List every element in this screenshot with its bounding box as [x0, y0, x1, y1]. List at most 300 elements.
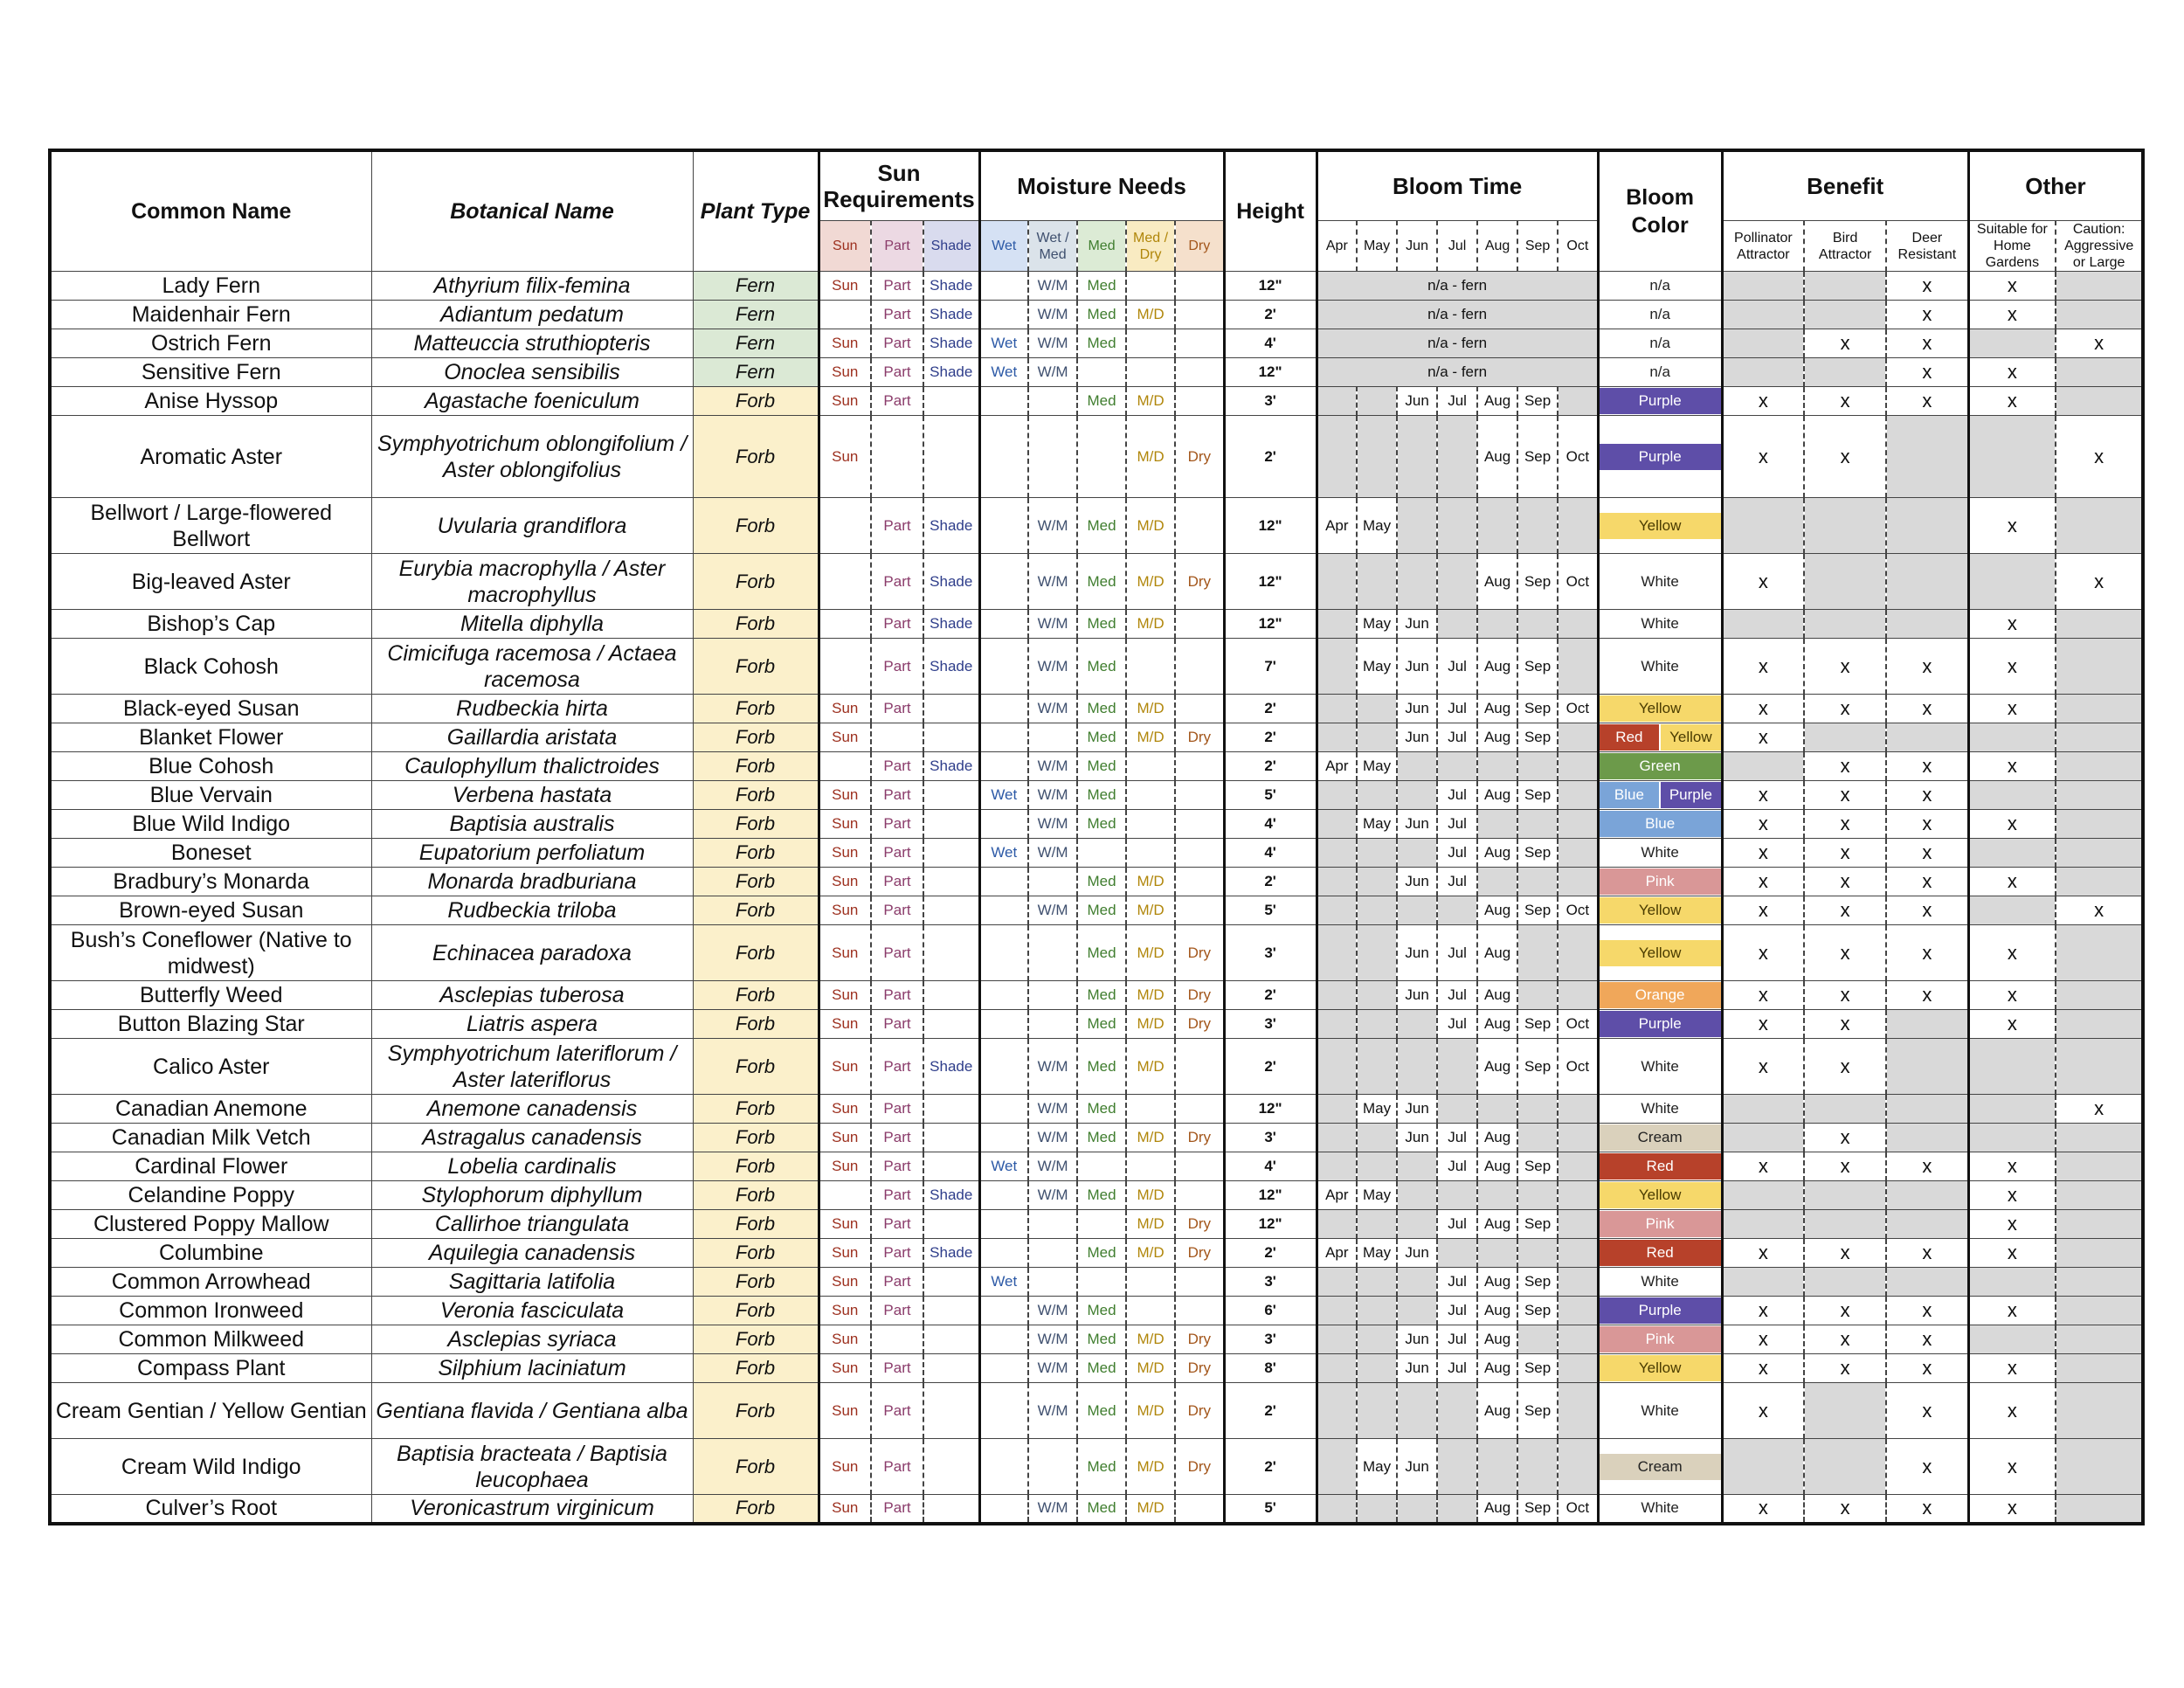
plant-type-cell: Forb	[693, 1325, 819, 1354]
height-cell: 4'	[1224, 1152, 1317, 1181]
bloom-month-cell	[1317, 1152, 1357, 1181]
other-cell	[2056, 610, 2143, 639]
bloom-color-cell	[1598, 639, 1722, 695]
benefit-cell: x	[1722, 925, 1804, 981]
bloom-color-label: Blue	[1600, 811, 1721, 837]
other-cell	[2056, 1297, 2143, 1325]
other-cell: x	[1968, 868, 2056, 896]
moisture-cell: Dry	[1175, 1354, 1224, 1383]
height-cell: 12"	[1224, 554, 1317, 610]
bloom-month-cell	[1477, 1095, 1517, 1124]
bloom-month-cell	[1517, 1439, 1558, 1495]
bloom-month-cell: Aug	[1477, 1268, 1517, 1297]
bloom-month-cell	[1397, 1039, 1437, 1095]
benefit-cell: x	[1886, 1239, 1968, 1268]
bloom-month-cell	[1477, 810, 1517, 839]
bloom-month-cell: Sep	[1517, 1268, 1558, 1297]
sun-cell: Sun	[819, 1239, 871, 1268]
sun-cell: Sun	[819, 695, 871, 723]
height-cell: 2'	[1224, 1239, 1317, 1268]
benefit-cell: x	[1886, 781, 1968, 810]
bloom-color-cell	[1598, 610, 1722, 639]
bloom-month-cell: Aug	[1477, 695, 1517, 723]
bloom-color-swatch	[1600, 1153, 1721, 1180]
plant-type-cell: Fern	[693, 329, 819, 358]
common-name-cell: Columbine	[50, 1239, 371, 1268]
bloom-color-swatch	[1600, 753, 1721, 779]
bloom-month-cell: Sep	[1517, 554, 1558, 610]
sun-cell: Part	[871, 781, 923, 810]
bloom-month-cell: Sep	[1517, 839, 1558, 868]
bloom-color-label: White	[1600, 840, 1721, 866]
bloom-color-cell	[1598, 695, 1722, 723]
other-cell: x	[2056, 554, 2143, 610]
bloom-month-cell	[1517, 1325, 1558, 1354]
botanical-name-cell: Lobelia cardinalis	[371, 1152, 693, 1181]
common-name-cell: Anise Hyssop	[50, 387, 371, 416]
benefit-cell: x	[1886, 868, 1968, 896]
sun-cell: Part	[871, 1210, 923, 1239]
other-cell	[2056, 387, 2143, 416]
moisture-cell	[1077, 1210, 1126, 1239]
moisture-cell	[1175, 1095, 1224, 1124]
botanical-name-cell: Callirhoe triangulata	[371, 1210, 693, 1239]
bloom-color-label: Yellow	[1600, 1182, 1721, 1208]
bloom-color-cell	[1598, 752, 1722, 781]
moisture-cell: W/M	[1028, 1039, 1077, 1095]
moisture-cell: Wet	[979, 329, 1028, 358]
benefit-cell	[1722, 1181, 1804, 1210]
botanical-name-cell: Matteuccia struthiopteris	[371, 329, 693, 358]
moisture-cell	[1175, 1297, 1224, 1325]
moisture-cell	[1126, 839, 1175, 868]
bloom-month-cell	[1477, 1239, 1517, 1268]
bloom-month-cell: Aug	[1477, 639, 1517, 695]
botanical-name-cell: Caulophyllum thalictroides	[371, 752, 693, 781]
benefit-cell: x	[1722, 868, 1804, 896]
bloom-color-label: White	[1600, 611, 1721, 637]
common-name-cell: Maidenhair Fern	[50, 301, 371, 329]
common-name-cell: Canadian Anemone	[50, 1095, 371, 1124]
moisture-cell: Wet	[979, 839, 1028, 868]
common-name-cell: Cream Gentian / Yellow Gentian	[50, 1383, 371, 1439]
sun-cell: Sun	[819, 1495, 871, 1524]
other-cell	[2056, 1268, 2143, 1297]
bloom-month-cell	[1357, 1039, 1397, 1095]
moisture-cell	[979, 1297, 1028, 1325]
bloom-month-cell	[1357, 1010, 1397, 1039]
common-name-cell: Ostrich Fern	[50, 329, 371, 358]
bloom-month-cell	[1317, 416, 1357, 498]
height-cell: 2'	[1224, 752, 1317, 781]
other-cell: x	[1968, 1010, 2056, 1039]
other-cell	[2056, 272, 2143, 301]
botanical-name-cell: Echinacea paradoxa	[371, 925, 693, 981]
bloom-color-cell	[1598, 896, 1722, 925]
sun-cell: Sun	[819, 1325, 871, 1354]
sun-cell: Part	[871, 1268, 923, 1297]
moisture-cell	[1175, 752, 1224, 781]
bloom-month-cell	[1317, 981, 1357, 1010]
table-row	[50, 1325, 2143, 1354]
moisture-cell: M/D	[1126, 1010, 1175, 1039]
bloom-color-cell	[1598, 1439, 1722, 1495]
bloom-month-cell	[1397, 781, 1437, 810]
subheader-bloom-4: Aug	[1477, 221, 1517, 272]
moisture-cell: M/D	[1126, 387, 1175, 416]
other-cell	[1968, 1039, 2056, 1095]
plant-type-cell: Forb	[693, 1239, 819, 1268]
sun-cell: Shade	[923, 329, 979, 358]
other-cell	[1968, 1268, 2056, 1297]
botanical-name-cell: Stylophorum diphyllum	[371, 1181, 693, 1210]
height-cell: 2'	[1224, 723, 1317, 752]
table-row	[50, 752, 2143, 781]
moisture-cell	[1126, 639, 1175, 695]
bloom-month-cell	[1317, 1495, 1357, 1524]
bloom-month-cell	[1558, 868, 1598, 896]
common-name-cell: Common Milkweed	[50, 1325, 371, 1354]
other-cell	[2056, 1152, 2143, 1181]
moisture-cell: W/M	[1028, 781, 1077, 810]
bloom-color-label: Green	[1600, 753, 1721, 779]
bloom-month-cell: Jul	[1437, 1354, 1477, 1383]
sun-cell	[923, 781, 979, 810]
moisture-cell: W/M	[1028, 1297, 1077, 1325]
benefit-cell: x	[1804, 1239, 1886, 1268]
other-cell: x	[1968, 639, 2056, 695]
subheader-benefit-1: Bird Attractor	[1804, 221, 1886, 272]
other-cell: x	[1968, 301, 2056, 329]
plant-type-cell: Forb	[693, 498, 819, 554]
other-cell: x	[2056, 329, 2143, 358]
moisture-cell: W/M	[1028, 329, 1077, 358]
bloom-month-cell: May	[1357, 639, 1397, 695]
bloom-month-cell: Sep	[1517, 1297, 1558, 1325]
sun-cell: Part	[871, 896, 923, 925]
botanical-name-cell: Symphyotrichum oblongifolium / Aster oblongifolius	[371, 416, 693, 498]
table-row	[50, 1181, 2143, 1210]
moisture-cell	[979, 1354, 1028, 1383]
moisture-cell	[1028, 1010, 1077, 1039]
height-cell: 6'	[1224, 1297, 1317, 1325]
moisture-cell: W/M	[1028, 1181, 1077, 1210]
bloom-month-cell	[1558, 498, 1598, 554]
header-sun-requirements: Sun Requirements	[819, 150, 979, 221]
bloom-color-cell	[1598, 1039, 1722, 1095]
moisture-cell	[1028, 723, 1077, 752]
plant-type-cell: Forb	[693, 925, 819, 981]
benefit-cell: x	[1804, 1354, 1886, 1383]
benefit-cell: x	[1886, 1439, 1968, 1495]
botanical-name-cell: Rudbeckia hirta	[371, 695, 693, 723]
bloom-color-cell	[1598, 498, 1722, 554]
sun-cell: Sun	[819, 868, 871, 896]
table-row	[50, 1210, 2143, 1239]
benefit-cell	[1886, 723, 1968, 752]
common-name-cell: Black Cohosh	[50, 639, 371, 695]
bloom-month-cell	[1397, 1210, 1437, 1239]
sun-cell: Sun	[819, 1010, 871, 1039]
moisture-cell: Dry	[1175, 1010, 1224, 1039]
sun-cell	[923, 1152, 979, 1181]
bloom-month-cell	[1517, 981, 1558, 1010]
sun-cell: Part	[871, 301, 923, 329]
bloom-color-swatch	[1600, 611, 1721, 637]
bloom-month-cell	[1558, 1152, 1598, 1181]
benefit-cell	[1804, 358, 1886, 387]
benefit-cell: x	[1722, 1010, 1804, 1039]
botanical-name-cell: Verbena hastata	[371, 781, 693, 810]
benefit-cell	[1886, 1268, 1968, 1297]
plant-type-cell: Fern	[693, 272, 819, 301]
other-cell: x	[1968, 358, 2056, 387]
bloom-month-cell: Jun	[1397, 1095, 1437, 1124]
benefit-cell	[1804, 1439, 1886, 1495]
moisture-cell	[1126, 272, 1175, 301]
benefit-cell: x	[1722, 1152, 1804, 1181]
subheader-moisture-3: Med / Dry	[1126, 221, 1175, 272]
subheader-moisture-0: Wet	[979, 221, 1028, 272]
bloom-color-swatch	[1600, 1211, 1721, 1237]
botanical-name-cell: Liatris aspera	[371, 1010, 693, 1039]
bloom-color-swatch	[1600, 1355, 1721, 1381]
moisture-cell: Med	[1077, 1010, 1126, 1039]
moisture-cell: Med	[1077, 896, 1126, 925]
moisture-cell: Med	[1077, 1181, 1126, 1210]
bloom-month-cell	[1317, 1010, 1357, 1039]
benefit-cell: x	[1722, 1297, 1804, 1325]
sun-cell	[923, 1268, 979, 1297]
subheader-bloom-0: Apr	[1317, 221, 1357, 272]
moisture-cell: W/M	[1028, 1124, 1077, 1152]
benefit-cell: x	[1886, 329, 1968, 358]
bloom-color-label: Purple	[1600, 1011, 1721, 1037]
sun-cell: Part	[871, 554, 923, 610]
moisture-cell: W/M	[1028, 1325, 1077, 1354]
bloom-month-cell: May	[1357, 1439, 1397, 1495]
subheader-other-1: Caution: Aggressive or Large	[2056, 221, 2143, 272]
sun-cell	[871, 723, 923, 752]
botanical-name-cell: Veronia fasciculata	[371, 1297, 693, 1325]
moisture-cell	[979, 272, 1028, 301]
plant-type-cell: Forb	[693, 981, 819, 1010]
bloom-color-swatch	[1600, 1398, 1721, 1424]
common-name-cell: Common Arrowhead	[50, 1268, 371, 1297]
benefit-cell	[1722, 1124, 1804, 1152]
benefit-cell	[1804, 1181, 1886, 1210]
other-cell	[1968, 554, 2056, 610]
table-row	[50, 1439, 2143, 1495]
bloom-month-cell	[1558, 781, 1598, 810]
bloom-color-swatch	[1600, 388, 1721, 414]
height-cell: 12"	[1224, 272, 1317, 301]
bloom-month-cell	[1517, 498, 1558, 554]
other-cell	[2056, 839, 2143, 868]
bloom-month-cell	[1317, 723, 1357, 752]
sun-cell: Part	[871, 639, 923, 695]
bloom-color-swatch	[1600, 1454, 1721, 1480]
common-name-cell: Button Blazing Star	[50, 1010, 371, 1039]
sun-cell	[923, 868, 979, 896]
bloom-color-cell	[1598, 1095, 1722, 1124]
height-cell: 4'	[1224, 329, 1317, 358]
benefit-cell: x	[1804, 1495, 1886, 1524]
height-cell: 3'	[1224, 1268, 1317, 1297]
moisture-cell: W/M	[1028, 610, 1077, 639]
moisture-cell: Dry	[1175, 1124, 1224, 1152]
bloom-color-label: Yellow	[1600, 1355, 1721, 1381]
bloom-month-cell	[1558, 1239, 1598, 1268]
botanical-name-cell: Symphyotrichum lateriflorum / Aster lateriflorus	[371, 1039, 693, 1095]
benefit-cell	[1886, 1010, 1968, 1039]
table-row	[50, 1039, 2143, 1095]
plant-type-cell: Forb	[693, 723, 819, 752]
sun-cell: Part	[871, 1297, 923, 1325]
moisture-cell	[979, 1095, 1028, 1124]
bloom-month-cell	[1517, 868, 1558, 896]
table-row	[50, 896, 2143, 925]
moisture-cell: Med	[1077, 1383, 1126, 1439]
table-row	[50, 358, 2143, 387]
bloom-month-cell	[1357, 1325, 1397, 1354]
bloom-time-cell: n/a - fern	[1317, 358, 1598, 387]
bloom-month-cell: Sep	[1517, 1210, 1558, 1239]
moisture-cell: Dry	[1175, 723, 1224, 752]
bloom-month-cell	[1317, 781, 1357, 810]
moisture-cell: Dry	[1175, 1383, 1224, 1439]
bloom-month-cell	[1558, 981, 1598, 1010]
botanical-name-cell: Baptisia bracteata / Baptisia leucophaea	[371, 1439, 693, 1495]
other-cell	[1968, 839, 2056, 868]
bloom-color-swatch	[1600, 982, 1721, 1008]
moisture-cell	[1175, 868, 1224, 896]
bloom-month-cell	[1397, 1297, 1437, 1325]
moisture-cell: M/D	[1126, 723, 1175, 752]
subheader-bloom-5: Sep	[1517, 221, 1558, 272]
moisture-cell: M/D	[1126, 554, 1175, 610]
benefit-cell	[1722, 329, 1804, 358]
sun-cell: Sun	[819, 358, 871, 387]
benefit-cell	[1722, 358, 1804, 387]
bloom-color-swatch	[1600, 695, 1721, 722]
bloom-month-cell: Jul	[1437, 981, 1477, 1010]
bloom-month-cell	[1357, 695, 1397, 723]
other-cell: x	[1968, 1181, 2056, 1210]
benefit-cell: x	[1886, 272, 1968, 301]
table-row	[50, 387, 2143, 416]
sun-cell	[819, 1181, 871, 1210]
moisture-cell	[979, 1239, 1028, 1268]
bloom-color-swatch	[1600, 1124, 1721, 1151]
bloom-color-cell	[1598, 1239, 1722, 1268]
moisture-cell: Med	[1077, 301, 1126, 329]
moisture-cell: Med	[1077, 1439, 1126, 1495]
moisture-cell	[979, 1383, 1028, 1439]
bloom-month-cell: Jun	[1397, 1325, 1437, 1354]
bloom-color-label: Cream	[1600, 1454, 1721, 1480]
bloom-month-cell: Aug	[1477, 554, 1517, 610]
bloom-month-cell	[1517, 925, 1558, 981]
sun-cell: Shade	[923, 272, 979, 301]
bloom-month-cell: Sep	[1517, 781, 1558, 810]
moisture-cell: M/D	[1126, 1239, 1175, 1268]
bloom-month-cell	[1477, 1439, 1517, 1495]
other-cell	[1968, 781, 2056, 810]
moisture-cell	[1175, 1181, 1224, 1210]
sun-cell: Part	[871, 358, 923, 387]
sun-cell: Part	[871, 1354, 923, 1383]
sun-cell: Part	[871, 1239, 923, 1268]
moisture-cell	[1175, 272, 1224, 301]
common-name-cell: Canadian Milk Vetch	[50, 1124, 371, 1152]
height-cell: 3'	[1224, 925, 1317, 981]
other-cell	[1968, 1325, 2056, 1354]
bloom-color-swatch	[1600, 359, 1721, 385]
benefit-cell: x	[1722, 781, 1804, 810]
sun-cell: Sun	[819, 1210, 871, 1239]
benefit-cell: x	[1886, 752, 1968, 781]
benefit-cell: x	[1804, 781, 1886, 810]
height-cell: 2'	[1224, 695, 1317, 723]
bloom-color-label: Yellow	[1600, 940, 1721, 966]
bloom-month-cell	[1437, 498, 1477, 554]
benefit-cell: x	[1804, 868, 1886, 896]
other-cell	[2056, 1039, 2143, 1095]
bloom-month-cell: Aug	[1477, 981, 1517, 1010]
moisture-cell: Med	[1077, 1239, 1126, 1268]
benefit-cell	[1804, 610, 1886, 639]
bloom-month-cell: Jun	[1397, 1439, 1437, 1495]
moisture-cell: Dry	[1175, 981, 1224, 1010]
moisture-cell	[1175, 1268, 1224, 1297]
bloom-color-swatch	[1600, 569, 1721, 595]
benefit-cell: x	[1804, 1152, 1886, 1181]
sun-cell: Sun	[819, 1152, 871, 1181]
common-name-cell: Boneset	[50, 839, 371, 868]
bloom-color-swatch	[1600, 940, 1721, 966]
benefit-cell	[1804, 301, 1886, 329]
botanical-name-cell: Rudbeckia triloba	[371, 896, 693, 925]
bloom-color-cell	[1598, 358, 1722, 387]
bloom-color-label: Pink	[1600, 868, 1721, 895]
other-cell	[2056, 1124, 2143, 1152]
moisture-cell: M/D	[1126, 925, 1175, 981]
moisture-cell	[979, 639, 1028, 695]
bloom-month-cell	[1317, 695, 1357, 723]
bloom-month-cell	[1558, 839, 1598, 868]
sun-cell: Part	[871, 1383, 923, 1439]
other-cell: x	[1968, 387, 2056, 416]
bloom-month-cell	[1477, 1181, 1517, 1210]
moisture-cell	[1126, 781, 1175, 810]
header-common-name: Common Name	[50, 150, 371, 272]
common-name-cell: Brown-eyed Susan	[50, 896, 371, 925]
benefit-cell: x	[1886, 981, 1968, 1010]
sun-cell: Sun	[819, 1354, 871, 1383]
benefit-cell: x	[1886, 1325, 1968, 1354]
benefit-cell: x	[1804, 925, 1886, 981]
benefit-cell: x	[1886, 839, 1968, 868]
sun-cell: Part	[871, 272, 923, 301]
moisture-cell: W/M	[1028, 272, 1077, 301]
moisture-cell: M/D	[1126, 498, 1175, 554]
benefit-cell: x	[1886, 695, 1968, 723]
bloom-color-cell	[1598, 1297, 1722, 1325]
bloom-month-cell	[1357, 1152, 1397, 1181]
bloom-month-cell	[1357, 1495, 1397, 1524]
benefit-cell	[1886, 1124, 1968, 1152]
